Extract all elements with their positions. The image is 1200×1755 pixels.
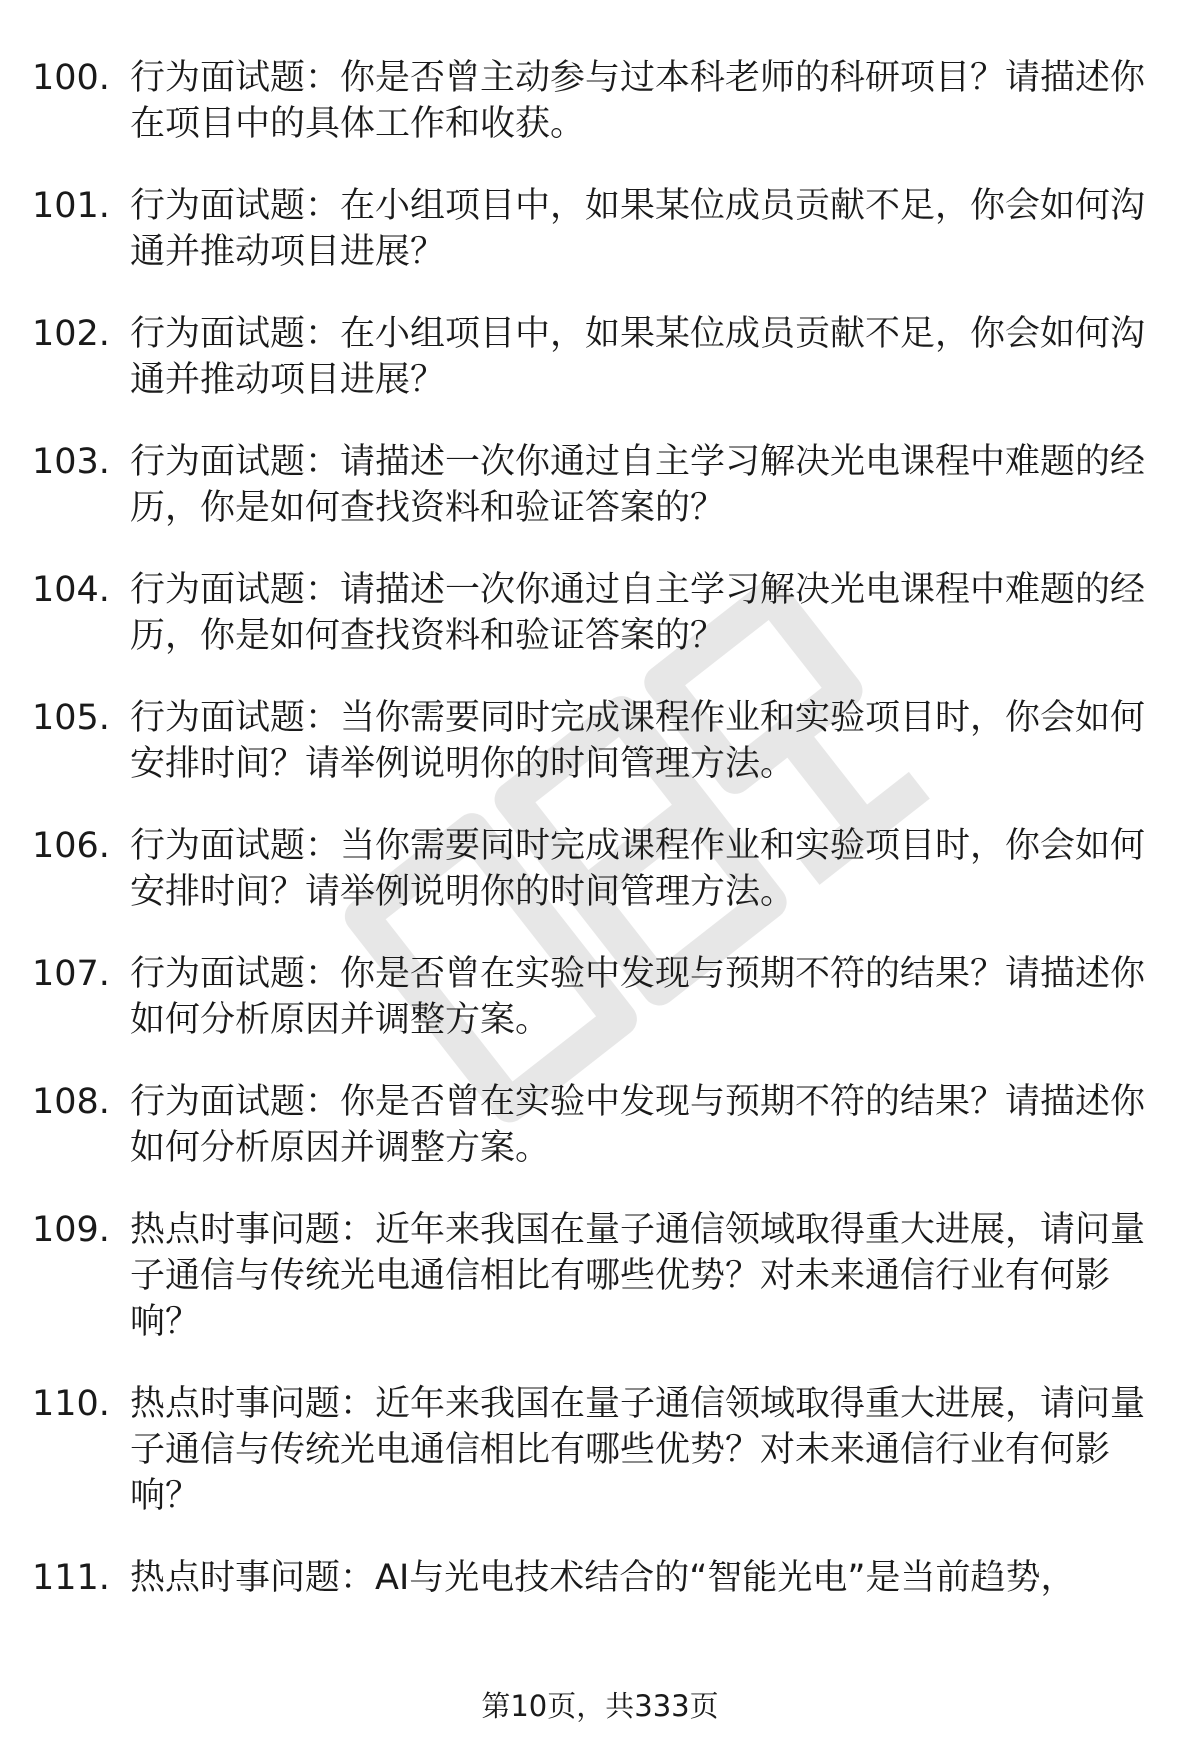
question-number: 106. bbox=[32, 826, 110, 866]
question-item bbox=[32, 183, 1172, 275]
question-number: 103. bbox=[32, 442, 110, 482]
question-text: 热点时事问题：近年来我国在量子通信领域取得重大进展，请问量子通信与传统光电通信相比有哪些优势？对未来通信行业有何影响？ bbox=[130, 1384, 1146, 1516]
question-number: 108. bbox=[32, 1082, 110, 1122]
question-text: 行为面试题：你是否曾在实验中发现与预期不符的结果？请描述你如何分析原因并调整方案。 bbox=[130, 1082, 1146, 1168]
question-number: 104. bbox=[32, 570, 110, 610]
question-text: 行为面试题：当你需要同时完成课程作业和实验项目时，你会如何安排时间？请举例说明你的时间管理方法。 bbox=[130, 698, 1146, 784]
question-item bbox=[32, 823, 1172, 915]
question-number: 107. bbox=[32, 954, 110, 994]
question-text: 行为面试题：你是否曾主动参与过本科老师的科研项目？请描述你在项目中的具体工作和收获。 bbox=[130, 58, 1146, 144]
question-item bbox=[32, 311, 1172, 403]
question-number: 102. bbox=[32, 314, 110, 354]
question-item bbox=[32, 1079, 1172, 1171]
question-number: 109. bbox=[32, 1210, 110, 1250]
question-item bbox=[32, 1381, 1172, 1519]
question-text: 行为面试题：在小组项目中，如果某位成员贡献不足，你会如何沟通并推动项目进展？ bbox=[130, 314, 1146, 400]
question-text: 行为面试题：请描述一次你通过自主学习解决光电课程中难题的经历，你是如何查找资料和验证答案的？ bbox=[130, 442, 1146, 528]
question-number: 100. bbox=[32, 58, 110, 98]
page-footer: 第10页，共333页 bbox=[481, 1689, 719, 1723]
question-text: 行为面试题：当你需要同时完成课程作业和实验项目时，你会如何安排时间？请举例说明你的时间管理方法。 bbox=[130, 826, 1146, 912]
question-number: 110. bbox=[32, 1384, 110, 1424]
question-text: 热点时事问题：近年来我国在量子通信领域取得重大进展，请问量子通信与传统光电通信相比有哪些优势？对未来通信行业有何影响？ bbox=[130, 1210, 1146, 1342]
question-item bbox=[32, 695, 1172, 787]
question-text: 热点时事问题：AI与光电技术结合的“智能光电”是当前趋势， bbox=[130, 1558, 1076, 1598]
question-item bbox=[32, 567, 1172, 659]
question-list bbox=[32, 55, 1172, 1601]
question-text: 行为面试题：在小组项目中，如果某位成员贡献不足，你会如何沟通并推动项目进展？ bbox=[130, 186, 1146, 272]
question-item bbox=[32, 1555, 1172, 1601]
question-item bbox=[32, 55, 1172, 147]
question-number: 101. bbox=[32, 186, 110, 226]
question-text: 行为面试题：你是否曾在实验中发现与预期不符的结果？请描述你如何分析原因并调整方案。 bbox=[130, 954, 1146, 1040]
question-text: 行为面试题：请描述一次你通过自主学习解决光电课程中难题的经历，你是如何查找资料和验证答案的？ bbox=[130, 570, 1146, 656]
question-item bbox=[32, 439, 1172, 531]
question-number: 111. bbox=[32, 1558, 110, 1598]
question-item bbox=[32, 951, 1172, 1043]
question-item bbox=[32, 1207, 1172, 1345]
question-number: 105. bbox=[32, 698, 110, 738]
